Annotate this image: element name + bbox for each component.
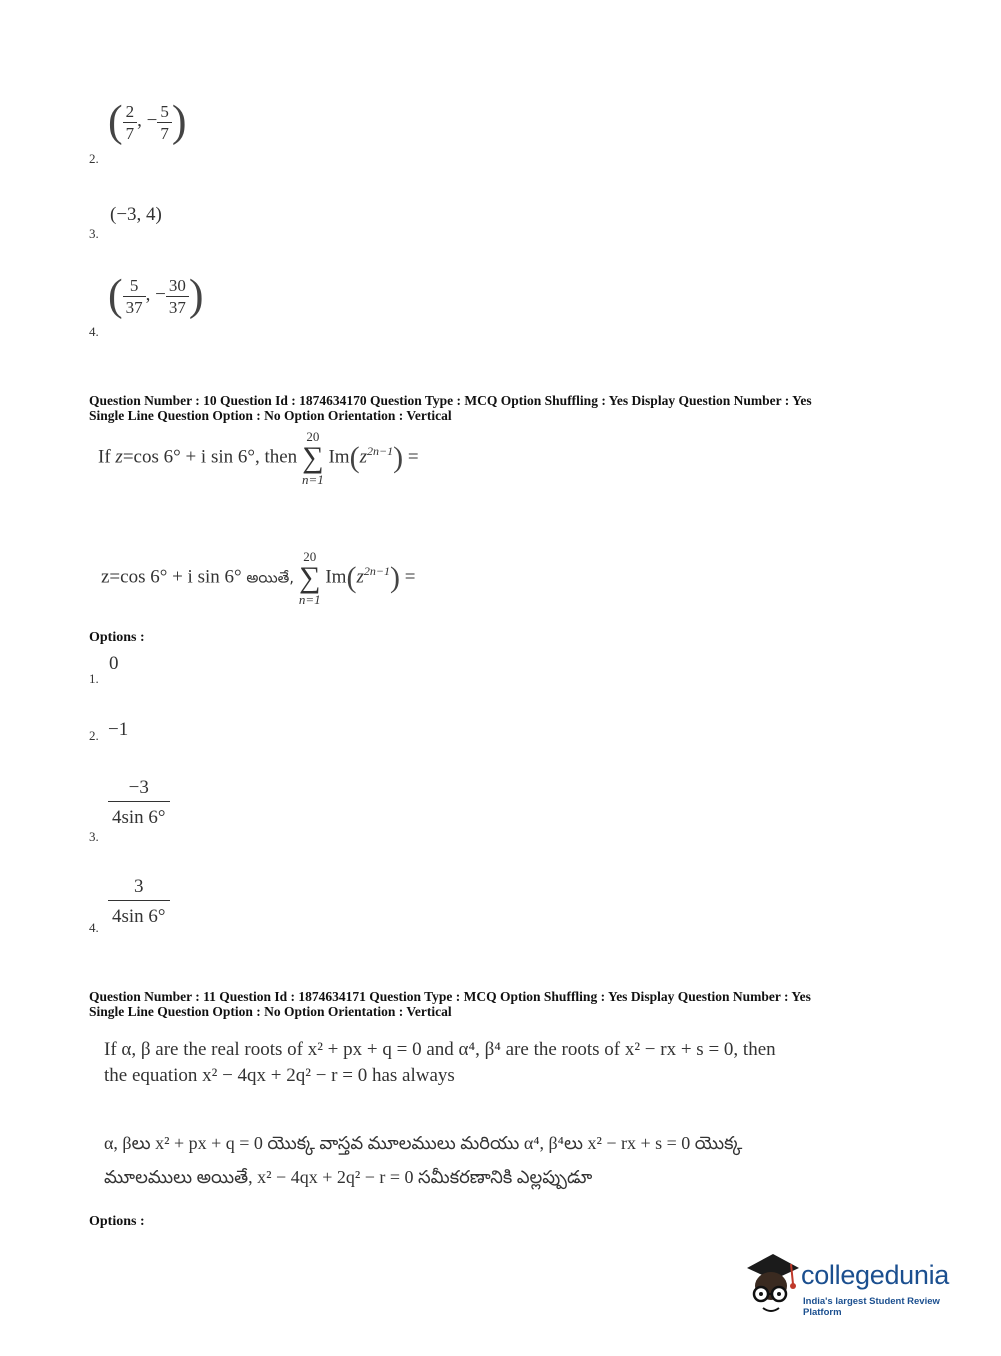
q10-meta-line2: Single Line Question Option : No Option Orientation : Vertical [89,408,452,423]
q11-meta [89,989,811,1019]
student-mascot-icon [743,1250,801,1320]
fraction-denominator: 37 [168,297,186,317]
prev-option-3-value: (−3, 4) [110,204,162,225]
q10-option-3-value [108,778,170,827]
q11-options-label: Options : [89,1214,145,1229]
q10-te-expression: z=cos 6° + i sin 6° [101,566,242,588]
q10-english-statement: If z=cos 6° + i sin 6°, then 20 ∑ n=1 $Im(z^{2n-1})$ = [98,429,419,487]
fraction-denominator: 4sin 6° [112,807,166,828]
prev-option-2-value: ( $\frac{2}{7}$ , − $\frac{5}{7}$ ) [108,97,187,146]
fraction-numerator: 2 [123,103,138,123]
q10-option-2-value: −1 [108,719,129,740]
q10-option-3-number: 3. [89,829,99,844]
fraction-numerator: 5 [123,277,146,297]
sigma-icon: ∑ [302,441,324,474]
q10-if-text: If [98,446,111,468]
equals-sign: = [407,446,419,468]
equals-sign: = [404,566,416,588]
separator: , − [145,284,166,306]
q11-meta-line1: Question Number : 11 Question Id : 1874634171 Question Type : MCQ Option Shuffling : Yes Display Question Number : Yes [89,989,811,1004]
fraction-denominator: 7 [160,123,169,143]
q10-z-expression: =cos 6° + i sin 6° [122,446,255,468]
q11-english-statement [104,1037,776,1089]
fraction-numerator: −3 [108,778,170,802]
q11-en-line2: the equation x² − 4qx + 2q² − r = 0 has always [104,1065,455,1086]
z-exponent: 2n−1 [363,564,390,579]
q10-option-2-number: 2. [89,728,99,743]
q10-z-symbol: z [115,446,123,468]
q10-option-1-value: 0 [109,653,119,674]
prev-option-4-value: ( $\frac{5}{37}$ , − $\frac{30}{37}$ ) [108,271,204,320]
q10-option-4-value [108,877,170,926]
q11-en-line1: If α, β are the real roots of x² + px + q = 0 and α⁴, β⁴ are the roots of x² − rx + s = 0, then [104,1039,776,1060]
q10-meta-line1: Question Number : 10 Question Id : 1874634170 Question Type : MCQ Option Shuffling : Yes Display Question Number : Yes [89,393,812,408]
z-exponent: 2n−1 [366,444,394,459]
q10-option-4-number: 4. [89,920,99,935]
sum-upper-limit: 20 [303,549,317,564]
prev-option-2-number: 2. [89,151,99,166]
imaginary-part-label: Im [328,446,350,468]
sigma-icon: ∑ [299,561,321,594]
fraction-numerator: 5 [157,103,172,123]
imaginary-part-label: Im [325,566,347,588]
fraction-numerator: 30 [166,277,189,297]
q11-meta-line2: Single Line Question Option : No Option Orientation : Vertical [89,1004,452,1019]
fraction-denominator: 37 [125,297,143,317]
q10-option-1-number: 1. [89,671,99,686]
prev-option-4-number: 4. [89,324,99,339]
q10-options-label: Options : [89,630,145,645]
q10-then-text: , then [254,446,298,468]
q11-te-line2: మూలములు అయితే, x² − 4qx + 2q² − r = 0 సమీకరణానికి ఎల్లప్పుడూ [104,1167,593,1187]
q10-telugu-statement: z=cos 6° + i sin 6° అయితే, 20 ∑ n=1 $Im(z^{2n-1})$ = [101,549,416,607]
sum-lower-limit: n=1 [301,472,324,487]
fraction-denominator: 4sin 6° [112,906,166,927]
fraction-denominator: 7 [125,123,135,143]
q11-te-line1: α, βలు x² + px + q = 0 యొక్క వాస్తవ మూలములు మరియు α⁴, β⁴లు x² − rx + s = 0 యొక్క [104,1133,743,1153]
q11-telugu-statement [104,1126,742,1194]
q10-te-word: అయితే, [246,568,295,587]
separator: , − [137,110,158,132]
collegedunia-logo [743,1250,973,1320]
sum-upper-limit: 20 [306,429,320,444]
sum-lower-limit: n=1 [298,592,321,607]
q10-summation [302,430,324,486]
q10-te-summation [299,550,321,606]
logo-tagline: India's largest Student Review Platform [803,1296,940,1318]
q10-meta [89,393,812,423]
logo-wordmark: collegedunia [801,1260,950,1290]
fraction-numerator: 3 [108,877,170,901]
prev-option-3-number: 3. [89,226,99,241]
